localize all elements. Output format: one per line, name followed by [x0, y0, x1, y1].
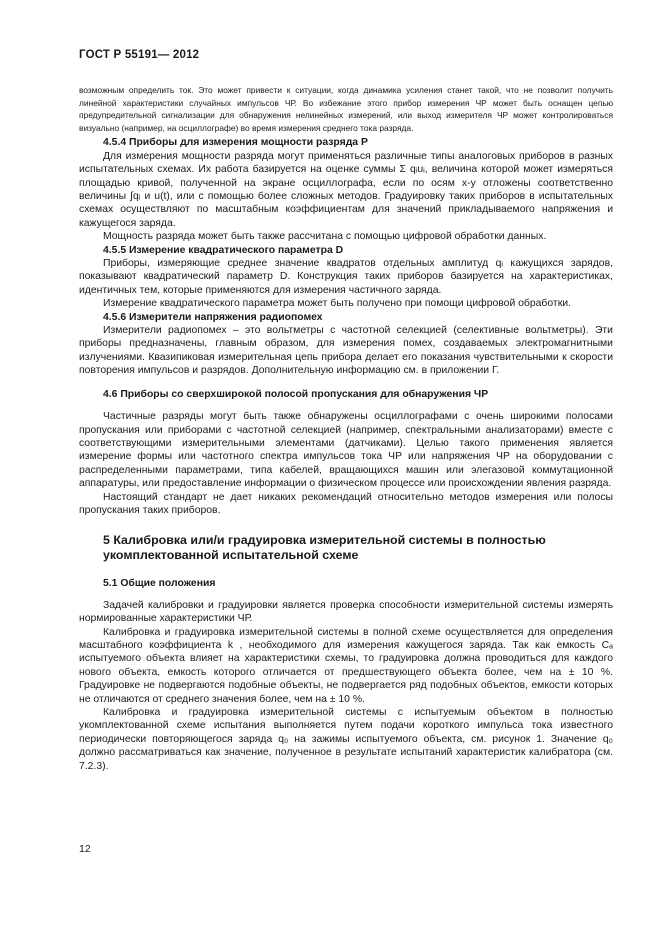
paragraph: Задачей калибровки и градуировки является проверка способности измерительной системы измерять нормированные характеристики ЧР.: [79, 599, 613, 625]
paragraph: Калибровка и градуировка измерительной системы с испытуемым объектом в полностью укомплектованной схеме испытания выполняется путем подачи короткого импульса тока известного периодически повторяющегося заряда q₀ на зажимы испытуемого объекта, см. рисунок 1. Значение q₀ должно рассматриваться как значение, полученное в результате испытаний характеристик калибратора (см. 7.2.3).: [79, 707, 613, 772]
paragraph: возможным определить ток. Это может привести к ситуации, когда динамика усиления станет такой, что не позволит получить линейной характеристики случайных импульсов ЧР. Во избежание этого прибор измерения ЧР может быть оснащен цепью предупредительной сигнализации для обнаружения нелинейных измерений, или выход измерителя ЧР может контролироваться визуально (например, на осциллографе) во время измерения среднего тока разряда.: [79, 85, 613, 133]
page-header: ГОСТ Р 55191— 2012: [79, 49, 200, 61]
paragraph: Частичные разряды могут быть также обнаружены осциллографами с очень широкими полосами пропускания или приборами с частотной селекцией (например, спектральными анализаторами) вместе с соответствующими измерительными элементами (датчиками). Целью такого применения является измерение формы или частотного спектра импульсов тока ЧР или напряжения ЧР на оборудовании с распределенными параметрами, типа кабелей, вращающихся машин или элегазовой коммутационной аппаратуры, или предоставление информации о физическом процессе или происхождении явления разряда.: [79, 411, 613, 490]
page-body: [79, 84, 613, 773]
section-heading-5: 5 Калибровка или/и градуировка измерительной системы в полностью укомплектованной испытательной схеме: [103, 533, 546, 563]
paragraph: Измерение квадратического параметра может быть получено при помощи цифровой обработки.: [103, 298, 571, 310]
paragraph: Приборы, измеряющие среднее значение квадратов отдельных амплитуд qᵢ кажущихся зарядов, показывают квадратический параметр D. Конструкция таких приборов базируется на характеристиках, идентичных тем, которые применяются для измерения частичного заряда.: [79, 258, 613, 296]
paragraph: Измерители радиопомех – это вольтметры с частотной селекцией (селективные вольтметры). Эти приборы предназначены, главным образом, для измерения помех, создаваемых электромагнитными излучениями. Квазипиковая измерительная цепь прибора делает его показания чувствительными к скорости повторения импульсов и разрядов. Дополнительную информацию см. в приложении Г.: [79, 325, 613, 377]
subsection-heading-4-5-4: 4.5.4 Приборы для измерения мощности разряда P: [103, 137, 368, 149]
paragraph: Мощность разряда может быть также рассчитана с помощью цифровой обработки данных.: [103, 231, 547, 243]
section-heading-4-6: 4.6 Приборы со сверхширокой полосой пропускания для обнаружения ЧР: [103, 388, 489, 400]
subsection-heading-4-5-6: 4.5.6 Измерители напряжения радиопомех: [103, 311, 323, 323]
paragraph: Настоящий стандарт не дает никаких рекомендаций относительно методов измерения или полосы пропускания таких приборов.: [79, 491, 613, 516]
section-heading-5-1: 5.1 Общие положения: [103, 578, 216, 590]
page-number: 12: [79, 843, 91, 855]
paragraph: Калибровка и градуировка измерительной системы в полной схеме осуществляется для определения масштабного коэффициента k , необходимого для измерения кажущегося заряда. Так как емкость Cₐ испытуемого объекта влияет на характеристики схемы, то градуировка должна проводиться для каждого нового объекта, емкость которого отличается от предшествующего объекта более, чем на ± 10 %. Градуировке не подвергаются подобные объекты, не подвергается ряд подобных объектов, емкости которых не отличаются от среднего значения более, чем на ± 10 %.: [79, 626, 613, 705]
paragraph: Для измерения мощности разряда могут применяться различные типы аналоговых приборов в разных испытательных схемах. Их работа базируется на оценке суммы Σ qᵢuᵢ, величина которой может измеряться площадью кривой, полученной на экране осциллографа, если по осям x-y отложены соответственно величины ∫qᵢ и u(t), или с помощью более сложных методов. Градуировку таких приборов в испытательных схемах осуществляют по масштабным коэффициентам для значений прикладываемого напряжения и кажущегося заряда.: [79, 150, 613, 229]
subsection-heading-4-5-5: 4.5.5 Измерение квадратического параметра D: [103, 244, 344, 256]
